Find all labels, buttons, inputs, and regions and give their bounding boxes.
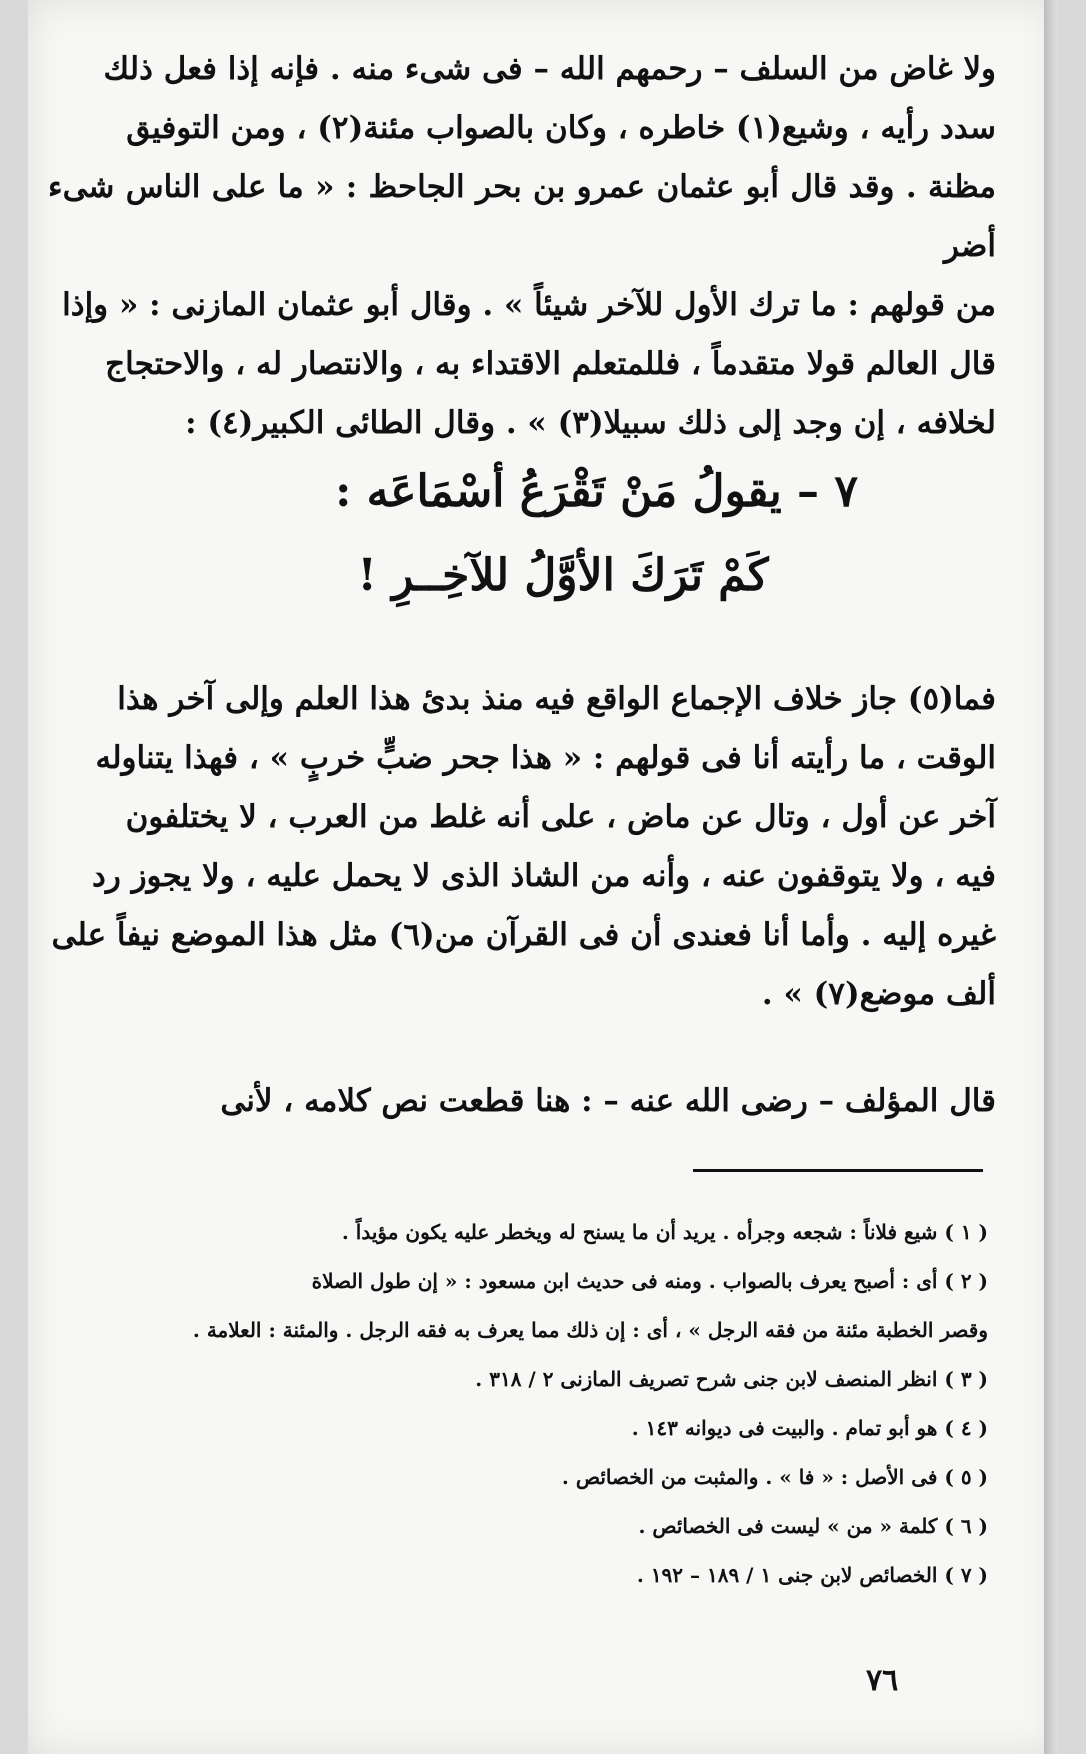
footnote-1: ( ١ ) شيع فلاناً : شجعه وجرأه . يريد أن ما يسنح له ويخطر عليه يكون مؤيداً .	[341, 1220, 988, 1244]
text-line: ألف موضع(٧) » .	[761, 976, 996, 1012]
paragraph-3	[48, 1072, 996, 1131]
footnotes	[68, 1208, 988, 1600]
text-line: قال المؤلف – رضى الله عنه – : هنا قطعت نص كلامه ، لأنى	[220, 1083, 996, 1119]
page-number: ٧٦	[866, 1663, 899, 1698]
text-line: فيه ، ولا يتوقفون عنه ، وأنه من الشاذ الذى لا يحمل عليه ، ولا يجوز رد	[92, 858, 996, 894]
poem-verse	[68, 462, 968, 606]
footnote-3: ( ٣ ) انظر المنصف لابن جنى شرح تصريف المازنى ٢ / ٣١٨ .	[475, 1367, 988, 1391]
paragraph-1	[48, 40, 996, 453]
verse-line-1: ٧ – يقولُ مَنْ تَقْرَعُ أسْمَاعَه :	[335, 466, 858, 517]
text-line: ولا غاض من السلف – رحمهم الله – فى شىء منه . فإنه إذا فعل ذلك	[103, 51, 996, 87]
footnote-6: ( ٦ ) كلمة « من » ليست فى الخصائص .	[638, 1514, 988, 1538]
text-line: آخر عن أول ، وتال عن ماض ، على أنه غلط من العرب ، لا يختلفون	[125, 799, 996, 835]
text-line: قال العالم قولا متقدماً ، فللمتعلم الاقتداء به ، والانتصار له ، والاحتجاج	[105, 346, 996, 382]
text-line: الوقت ، ما رأيته أنا فى قولهم : « هذا جحر ضبٍّ خربٍ » ، فهذا يتناوله	[95, 740, 996, 776]
text-line: فما(٥) جاز خلاف الإجماع الواقع فيه منذ بدئ هذا العلم وإلى آخر هذا	[117, 681, 996, 717]
text-line: من قولهم : ما ترك الأول للآخر شيئاً » . وقال أبو عثمان المازنى : « وإذا	[62, 287, 996, 323]
footnote-2: ( ٢ ) أى : أصبح يعرف بالصواب . ومنه فى حديث ابن مسعود : « إن طول الصلاة	[311, 1269, 988, 1293]
footnote-4: ( ٤ ) هو أبو تمام . والبيت فى ديوانه ١٤٣ .	[631, 1416, 988, 1440]
book-page	[28, 0, 1058, 1754]
paragraph-2	[48, 670, 996, 1024]
footnote-5: ( ٥ ) فى الأصل : « فا » . والمثبت من الخصائص .	[561, 1465, 988, 1489]
verse-line-2: كَمْ تَرَكَ الأوَّلُ للآخِــرِ !	[357, 550, 769, 601]
footnote-2-continued: وقصر الخطبة مئنة من فقه الرجل » ، أى : إن ذلك مما يعرف به فقه الرجل . والمئنة : العلامة .	[192, 1318, 988, 1342]
text-line: لخلافه ، إن وجد إلى ذلك سبيلا(٣) » . وقال الطائى الكبير(٤) :	[185, 405, 996, 441]
footnote-7: ( ٧ ) الخصائص لابن جنى ١ / ١٨٩ – ١٩٢ .	[636, 1563, 988, 1587]
text-line: سدد رأيه ، وشيع(١) خاطره ، وكان بالصواب مئنة(٢) ، ومن التوفيق	[126, 110, 996, 146]
footnote-divider	[693, 1169, 983, 1172]
text-line: غيره إليه . وأما أنا فعندى أن فى القرآن من(٦) مثل هذا الموضع نيفاً على	[51, 917, 996, 953]
text-line: مظنة . وقد قال أبو عثمان عمرو بن بحر الجاحظ : « ما على الناس شىء أضر	[48, 169, 996, 264]
scan-edge	[1044, 0, 1058, 1754]
